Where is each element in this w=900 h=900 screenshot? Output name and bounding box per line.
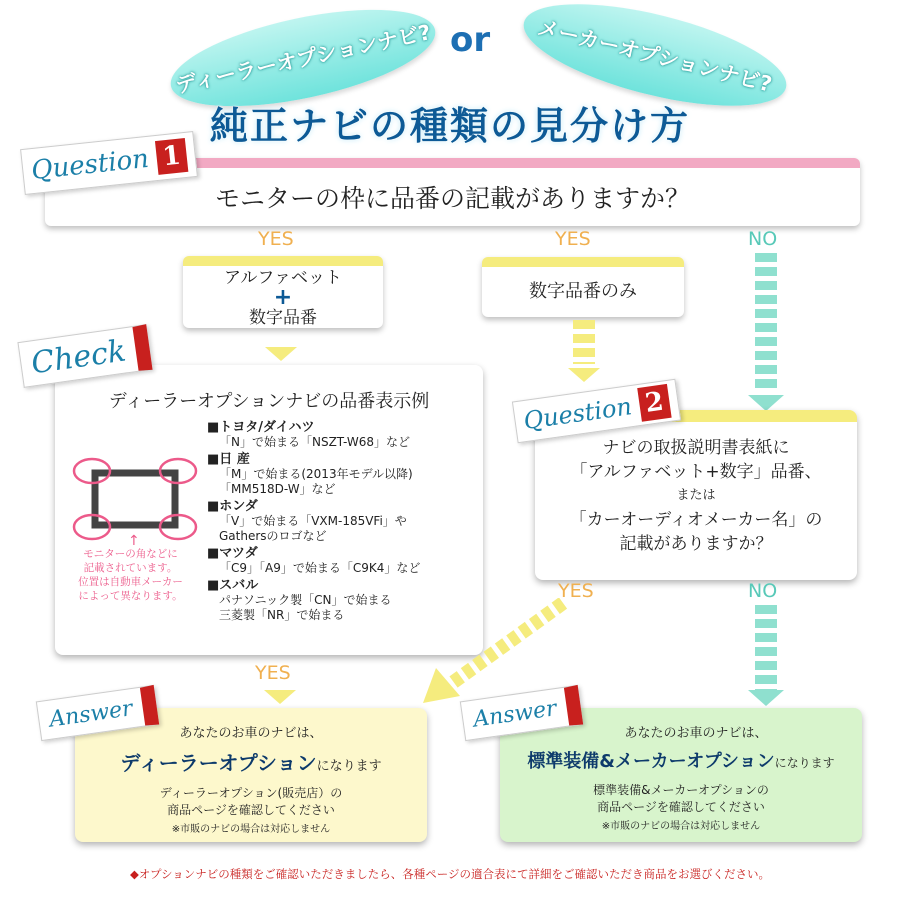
monitor-note-line: 記載されています。 [83, 562, 178, 574]
maker-mazda: ■マツダ 「C9」「A9」で始まる「C9K4」など [207, 546, 479, 576]
yes-label-check: YES [255, 662, 291, 684]
monitor-illustration [70, 453, 200, 543]
arrow-down-check [264, 690, 296, 704]
digits-label: 数字品番 [249, 308, 317, 328]
question1-number: 1 [155, 138, 188, 175]
question1-tag-label: Question [29, 143, 151, 187]
maker-line: Gathersのロゴなど [219, 529, 327, 543]
question2-line: 「アルファベット+数字」品番、 [570, 462, 822, 482]
answer-dealer-line4: 商品ページを確認してください [167, 803, 335, 817]
arrow-down-no1 [748, 395, 784, 411]
maker-name: マツダ [219, 546, 258, 561]
maker-option-bubble-text: メーカーオプションナビ? [535, 15, 775, 97]
maker-line: パナソニック製「CN」で始まる [219, 593, 392, 607]
maker-subaru: ■スバル パナソニック製「CN」で始まる 三菱製「NR」で始まる [207, 578, 479, 623]
maker-name: トヨタ/ダイハツ [219, 420, 315, 435]
monitor-note-line: モニターの角などに [83, 548, 178, 560]
monitor-note [63, 547, 198, 603]
question2-line: 記載がありますか？ [619, 534, 773, 554]
alphabet-label: アルファベット [224, 268, 342, 288]
page-title: 純正ナビの種類の見分け方 [209, 104, 690, 148]
answer-maker-suffix: になります [774, 756, 835, 770]
maker-name: ホンダ [219, 499, 258, 514]
arrow-down-1 [265, 347, 297, 361]
no-label-q2: NO [748, 580, 778, 602]
dashed-line-yes2 [573, 320, 595, 364]
answer-dealer-suffix: になります [316, 759, 382, 774]
plus-sign: + [273, 285, 293, 310]
yes-label-1: YES [258, 228, 294, 250]
question1-text: モニターの枠に品番の記載がありますか？ [214, 184, 690, 213]
question2-box [535, 410, 857, 580]
answer-dealer-line3: ディーラーオプション(販売店）の [159, 786, 343, 800]
answer-dealer-tag-label: Answer [47, 695, 135, 733]
maker-honda: ■ホンダ 「V」で始まる「VXM-185VFi」や Gathersのロゴなど [207, 499, 479, 544]
check-tag-label: Check [29, 332, 129, 381]
question2-line: または [676, 488, 716, 503]
alphabet-digits-box [183, 256, 383, 328]
dashed-line-no1 [755, 253, 777, 393]
digits-only-box [482, 257, 684, 317]
answer-maker-line3: 標準装備&メーカーオプションの [593, 783, 769, 797]
maker-nissan: ■日 産 「M」で始まる(2013年モデル以降) 「MM518D-W」など [207, 452, 479, 497]
monitor-note-line: によって異なります。 [78, 590, 183, 602]
maker-line: 「MM518D-W」など [219, 482, 336, 496]
answer-dealer-result: ディーラーオプション [120, 751, 317, 775]
answer-maker-line1: あなたのお車のナビは、 [624, 726, 768, 741]
digits-only-label: 数字品番のみ [529, 281, 637, 302]
dashed-line-no2 [755, 605, 777, 693]
dealer-option-bubble-text: ディーラーオプションナビ? [173, 20, 433, 98]
maker-name: 日 産 [219, 452, 250, 467]
answer-dealer-line1: あなたのお車のナビは、 [179, 726, 323, 741]
question2-line: ナビの取扱説明書表紙に [602, 438, 790, 458]
maker-list [207, 420, 479, 623]
maker-name: スバル [219, 578, 259, 593]
maker-line: 三菱製「NR」で始まる [219, 608, 345, 622]
answer-maker-note: ※市販のナビの場合は対応しません [601, 821, 761, 832]
maker-toyota: ■トヨタ/ダイハツ 「N」で始まる「NSZT-W68」など [207, 420, 479, 450]
question2-tag-label: Question [521, 392, 634, 436]
answer-maker-result: 標準装備&メーカーオプション [527, 751, 775, 772]
answer-maker-line4: 商品ページを確認してください [597, 800, 765, 814]
or-label: or [450, 20, 491, 60]
arrow-down-2 [568, 368, 600, 382]
question2-number: 2 [637, 384, 672, 422]
monitor-note-line: 位置は自動車メーカー [78, 576, 183, 588]
answer-dealer-note: ※市販のナビの場合は対応しません [171, 824, 331, 835]
arrow-down-no2 [748, 690, 784, 706]
up-arrow-icon: ↑ [128, 533, 140, 549]
yes-label-q2: YES [558, 580, 594, 602]
footer-note: ◆オプションナビの種類をご確認いただきましたら、各種ページの適合表にて詳細をご確認いただき商品をお選びください。 [129, 867, 771, 881]
answer-maker-tag-label: Answer [471, 695, 559, 733]
no-label-1: NO [748, 228, 778, 250]
yes-label-2: YES [555, 228, 591, 250]
question2-line: 「カーオーディオメーカー名」の [569, 510, 823, 530]
maker-line: 「M」で始まる(2013年モデル以降) [219, 467, 413, 481]
maker-line: 「N」で始まる「NSZT-W68」など [219, 435, 410, 449]
check-title: ディーラーオプションナビの品番表示例 [108, 391, 430, 412]
maker-line: 「V」で始まる「VXM-185VFi」や [219, 514, 407, 528]
maker-line: 「C9」「A9」で始まる「C9K4」など [219, 561, 421, 575]
